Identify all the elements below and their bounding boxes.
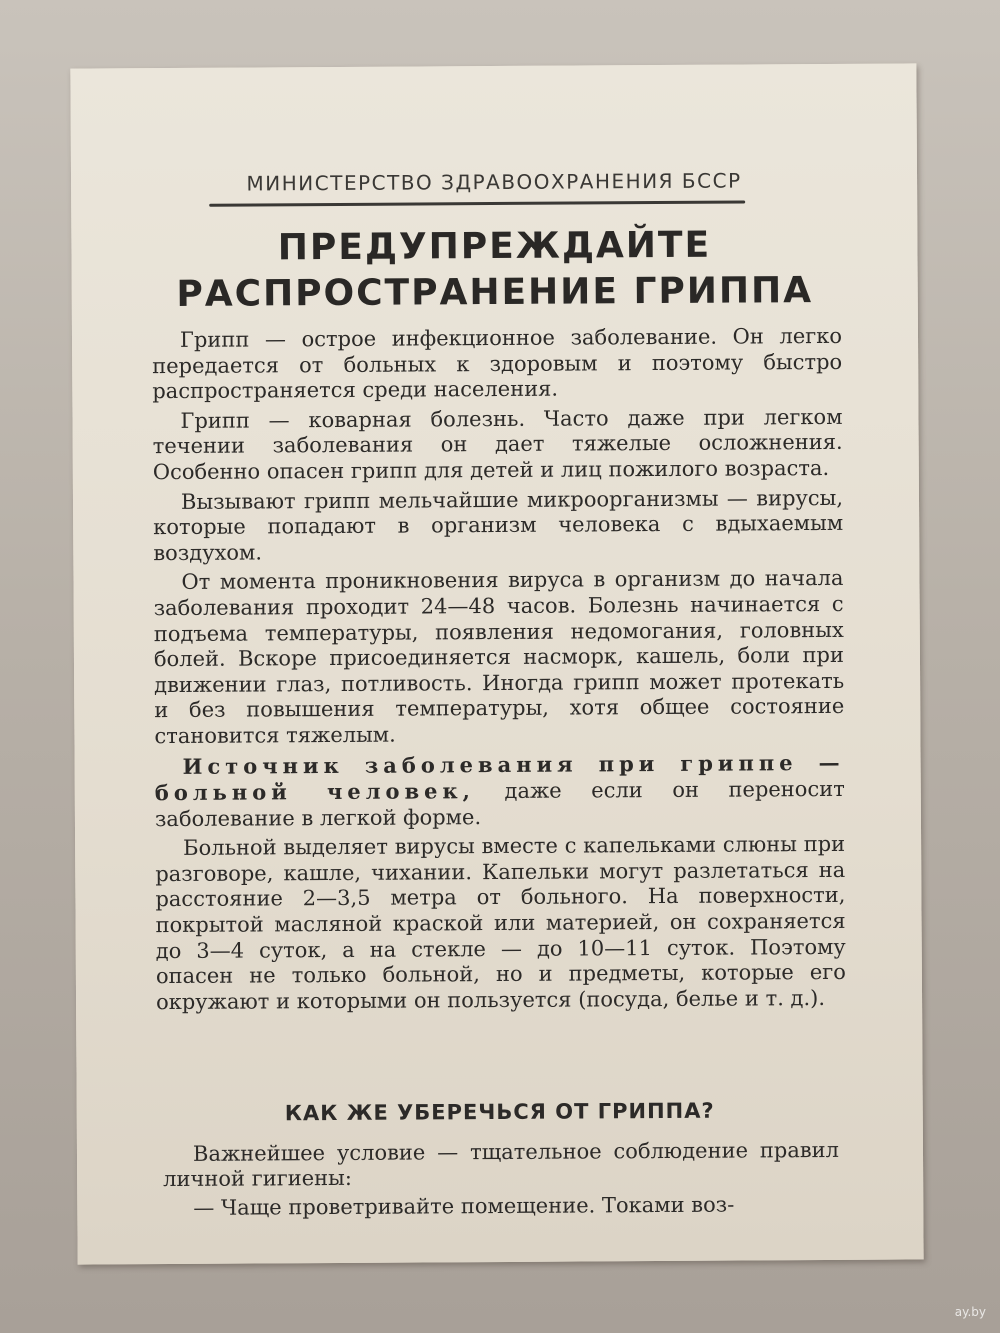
- tail-text: [163, 1138, 839, 1221]
- headline: [71, 221, 918, 318]
- paragraph-3: Вызывают грипп мельчайшие микроорганизмы — вирусы, которые попадают в организм человека с вдыхаемым воздухом.: [153, 485, 844, 565]
- header-underline: [209, 200, 745, 206]
- tail-item: — Чаще проветривайте помещение. Токами воз-: [193, 1192, 735, 1220]
- tail-paragraph: Важнейшее условие — тщательное соблюдение правил личной гигиены:: [163, 1137, 840, 1192]
- paragraph-4: От момента проникновения вируса в организм до начала заболевания проходит 24—48 часов. Болезнь начинается с подъема температуры, появления недомогания, головных болей. Вскоре присоединяется насморк, кашель, боли при движении глаз, потливость. Иногда грипп может протекать и без повышения температуры, хотя общее состояние становится тяжелым.: [153, 566, 845, 748]
- headline-line-1: ПРЕДУПРЕЖДАЙТЕ: [277, 224, 712, 269]
- paragraph-1: Грипп — острое инфекционное заболевание. Он легко передается от больных к здоровым и поэтому быстро распространяется среди населения.: [152, 323, 843, 404]
- watermark: ay.by: [954, 1305, 986, 1319]
- paragraph-2: Грипп — коварная болезнь. Часто даже при легком течении заболевания он дает тяжелые осложнения. Особенно опасен грипп для детей и лиц пожилого возраста.: [152, 404, 843, 485]
- leaflet-sheet: [70, 63, 923, 1264]
- ministry-header: МИНИСТЕРСТВО ЗДРАВООХРАНЕНИЯ БССР: [246, 168, 742, 196]
- headline-line-2: РАСПРОСТРАНЕНИЕ ГРИППА: [176, 270, 814, 315]
- source-rest: даже если он переносит заболевание в легкой форме.: [154, 776, 845, 831]
- subheading: КАК ЖЕ УБЕРЕЧЬСЯ ОТ ГРИППА?: [284, 1098, 715, 1126]
- body-text: [152, 324, 846, 1020]
- paragraph-source: [155, 749, 845, 832]
- source-emphasis: Источник заболевания при гриппе — больной человек,: [154, 749, 845, 806]
- paragraph-spread: Больной выделяет вирусы вместе с капельками слюны при разговоре, кашле, чихании. Капельки могут разлетаться на расстояние 2—3,5 метра от больного. На поверхности, покрытой масляной краской или материей, он сохраняется до 3—4 суток, а на стекле — до 10—11 суток. Поэтому опасен не только больной, но и предметы, которые его окружают и которыми он пользуется (посуда, белье и т. д.).: [155, 832, 846, 1014]
